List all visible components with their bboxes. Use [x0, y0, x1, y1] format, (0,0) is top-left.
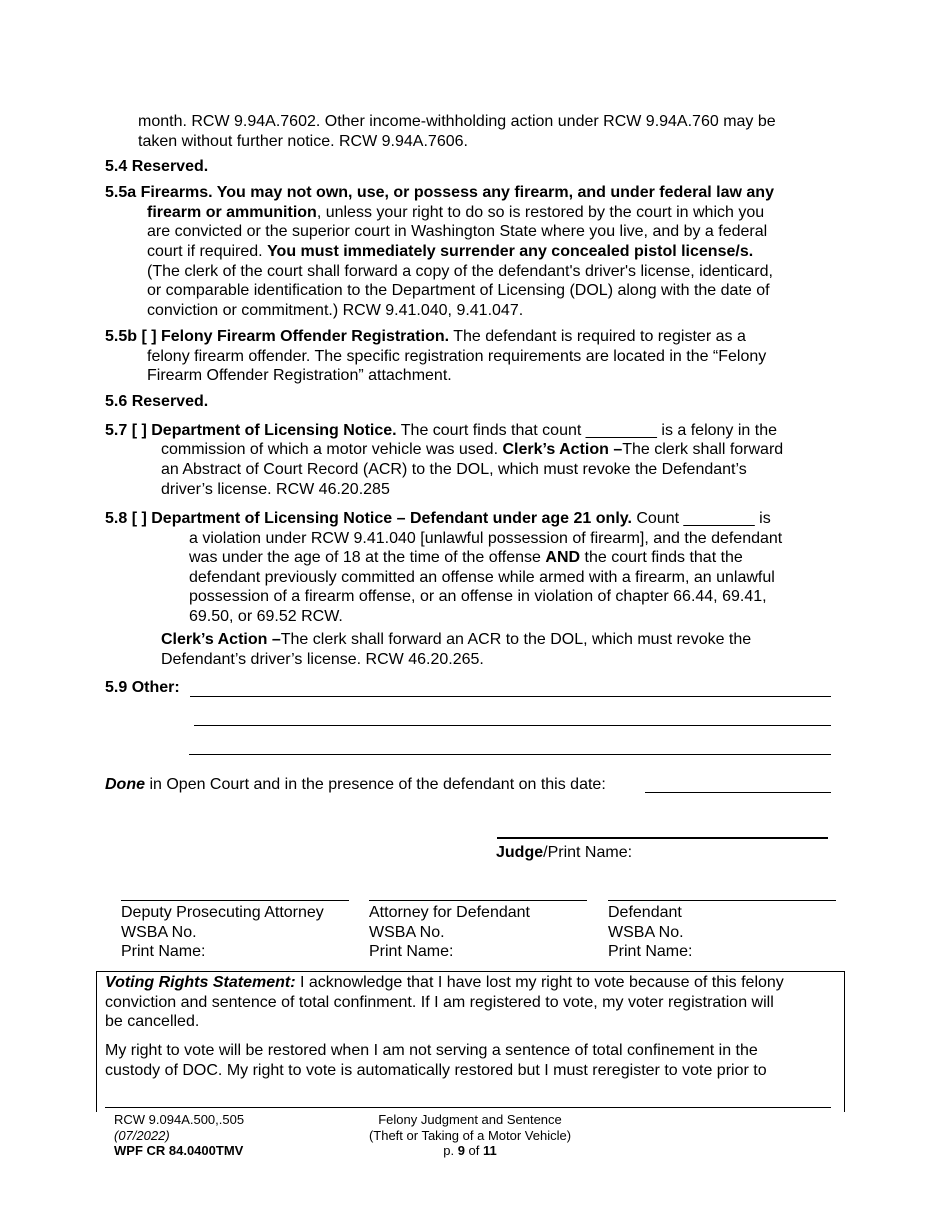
- section-5-9-label: 5.9 Other:: [105, 679, 180, 696]
- footer-title-1: Felony Judgment and Sentence: [378, 1112, 562, 1127]
- footer-page-of: of: [464, 1143, 484, 1158]
- signer-line-attorney[interactable]: [369, 900, 587, 901]
- signer-title: Defendant: [608, 904, 682, 921]
- section-5-5a-line-4-pre: court if required.: [147, 243, 268, 260]
- voting-p1-rest: I acknowledge that I have lost my right to vote because of this felony: [295, 974, 784, 991]
- signer-line-defendant[interactable]: [608, 900, 836, 901]
- section-5-8-line-5: possession of a firearm offense, or an offense in violation of chapter 66.44, 69.41,: [189, 588, 767, 605]
- section-5-5a-line-5: (The clerk of the court shall forward a copy of the defendant's driver's license, identicard,: [147, 263, 773, 280]
- section-5-5a-line-7: conviction or commitment.) RCW 9.41.040, 9.41.047.: [147, 302, 524, 319]
- voting-line-1: [105, 973, 827, 993]
- done-italic: Done: [105, 776, 145, 793]
- section-5-5a-line-2: [147, 203, 764, 223]
- section-5-5a-line-2-rest: , unless your right to do so is restored by the court in which you: [316, 204, 765, 221]
- section-5-5b-line-1: [105, 327, 746, 347]
- voting-rights-box: [96, 971, 845, 1112]
- voting-line-2: conviction and sentence of total confinment. If I am registered to vote, my voter registration will: [105, 994, 774, 1011]
- section-5-7-line-2-post: The clerk shall forward: [622, 441, 784, 458]
- footer-date: (07/2022): [114, 1127, 170, 1143]
- footer-page-total: 11: [483, 1143, 497, 1158]
- voting-line-4: My right to vote will be restored when I am not serving a sentence of total confinement in the: [105, 1042, 758, 1059]
- judge-label: [496, 843, 632, 863]
- section-5-4: 5.4 Reserved.: [105, 158, 209, 175]
- voting-label: Voting Rights Statement:: [105, 974, 296, 991]
- section-5-7-line-1-rest: The court finds that count ________ is a felony in the: [396, 422, 778, 439]
- section-5-8-clerk-rest: The clerk shall forward an ACR to the DOL, which must revoke the: [280, 631, 752, 648]
- section-5-5a-surrender: You must immediately surrender any concealed pistol license/s.: [267, 243, 754, 260]
- voting-line-5: custody of DOC. My right to vote is automatically restored but I must reregister to vote prior to: [105, 1062, 767, 1079]
- section-5-5a-line-4: [147, 242, 753, 262]
- footer-rule: [105, 1107, 831, 1108]
- signer-wsba: WSBA No.: [369, 923, 445, 941]
- footer-left: [114, 1112, 244, 1159]
- signer-wsba: WSBA No.: [608, 923, 684, 941]
- footer-title-2: (Theft or Taking of a Motor Vehicle): [368, 1127, 572, 1143]
- section-5-7-heading: 5.7 [ ] Department of Licensing Notice.: [105, 422, 397, 439]
- footer-center: [330, 1112, 610, 1159]
- section-5-7-line-4: driver’s license. RCW 46.20.285: [161, 481, 390, 498]
- section-5-7-line-2: [161, 440, 783, 460]
- intro-line-2: taken without further notice. RCW 9.94A.7606.: [138, 133, 468, 150]
- other-line-1[interactable]: [190, 696, 831, 697]
- section-5-8-line-3: [189, 548, 743, 568]
- footer-rcw: RCW 9.094A.500,.505: [114, 1112, 245, 1127]
- section-5-6: 5.6 Reserved.: [105, 393, 209, 410]
- section-5-7-line-3: an Abstract of Court Record (ACR) to the DOL, which must revoke the Defendant’s: [161, 461, 747, 478]
- judge-signature-line[interactable]: [497, 837, 828, 839]
- intro-line-1: month. RCW 9.94A.7602. Other income-withholding action under RCW 9.94A.760 may be: [138, 113, 776, 130]
- done-rest: in Open Court and in the presence of the defendant on this date:: [145, 776, 606, 793]
- section-5-8-line-6: 69.50, or 69.52 RCW.: [189, 608, 343, 625]
- section-5-5b-heading: 5.5b [ ] Felony Firearm Offender Registration.: [105, 328, 450, 345]
- signer-defendant: [608, 903, 692, 962]
- section-5-5a-heading: 5.5a Firearms. You may not own, use, or possess any firearm, and under federal law any: [105, 184, 774, 201]
- section-5-8-line-1: [105, 509, 771, 529]
- signer-title: Attorney for Defendant: [369, 904, 530, 921]
- section-5-8-line-3-pre: was under the age of 18 at the time of the offense: [189, 549, 546, 566]
- judge-print-name: /Print Name:: [543, 844, 633, 861]
- section-5-8-heading: 5.8 [ ] Department of Licensing Notice – Defendant under age 21 only.: [105, 510, 632, 527]
- section-5-8-line-4: defendant previously committed an offense while armed with a firearm, an unlawful: [189, 569, 775, 586]
- section-5-7-line-1: [105, 421, 777, 441]
- other-line-2[interactable]: [194, 725, 831, 726]
- footer-page: [330, 1143, 610, 1159]
- section-5-7-clerk-action: Clerk’s Action –: [502, 441, 623, 458]
- footer-page-number: 9: [457, 1143, 465, 1158]
- signer-wsba: WSBA No.: [121, 923, 197, 941]
- section-5-5b-line-3: Firearm Offender Registration” attachment.: [147, 367, 452, 384]
- signer-print-name: Print Name:: [608, 943, 693, 961]
- signer-line-prosecutor[interactable]: [121, 900, 349, 901]
- section-5-5a-line-3: are convicted or the superior court in Washington State where you live, and by a federal: [147, 223, 768, 240]
- signer-print-name: Print Name:: [369, 943, 454, 961]
- footer-form-number: WPF CR 84.0400TMV: [114, 1143, 244, 1158]
- other-line-3[interactable]: [189, 754, 831, 755]
- voting-line-3: be cancelled.: [105, 1013, 200, 1030]
- done-line: [105, 775, 606, 795]
- section-5-7-line-2-pre: commission of which a motor vehicle was used.: [161, 441, 503, 458]
- section-5-8-clerk-line-2: Defendant’s driver’s license. RCW 46.20.265.: [161, 651, 484, 668]
- section-5-8-clerk-line-1: [161, 630, 751, 650]
- signer-print-name: Print Name:: [121, 943, 206, 961]
- signer-title: Deputy Prosecuting Attorney: [121, 904, 324, 921]
- section-5-5a-line-6: or comparable identification to the Department of Licensing (DOL) along with the date of: [147, 282, 770, 299]
- judge-bold: Judge: [496, 844, 544, 861]
- section-5-8-clerk-action: Clerk’s Action –: [161, 631, 281, 648]
- footer-page-prefix: p.: [443, 1143, 458, 1158]
- section-5-8-line-2: a violation under RCW 9.41.040 [unlawful possession of firearm], and the defendant: [189, 530, 783, 547]
- signer-attorney: [369, 903, 530, 962]
- section-5-5a-bold-cont: firearm or ammunition: [147, 204, 317, 221]
- section-5-5b-line-2: felony firearm offender. The specific registration requirements are located in the “Felony: [147, 348, 767, 365]
- section-5-8-line-1-rest: Count ________ is: [631, 510, 771, 527]
- section-5-8-line-3-post: the court finds that the: [580, 549, 743, 566]
- section-5-5b-line-1-rest: The defendant is required to register as a: [449, 328, 746, 345]
- section-5-8-and: AND: [545, 549, 581, 566]
- signer-prosecutor: [121, 903, 324, 962]
- date-signature-line[interactable]: [645, 792, 831, 793]
